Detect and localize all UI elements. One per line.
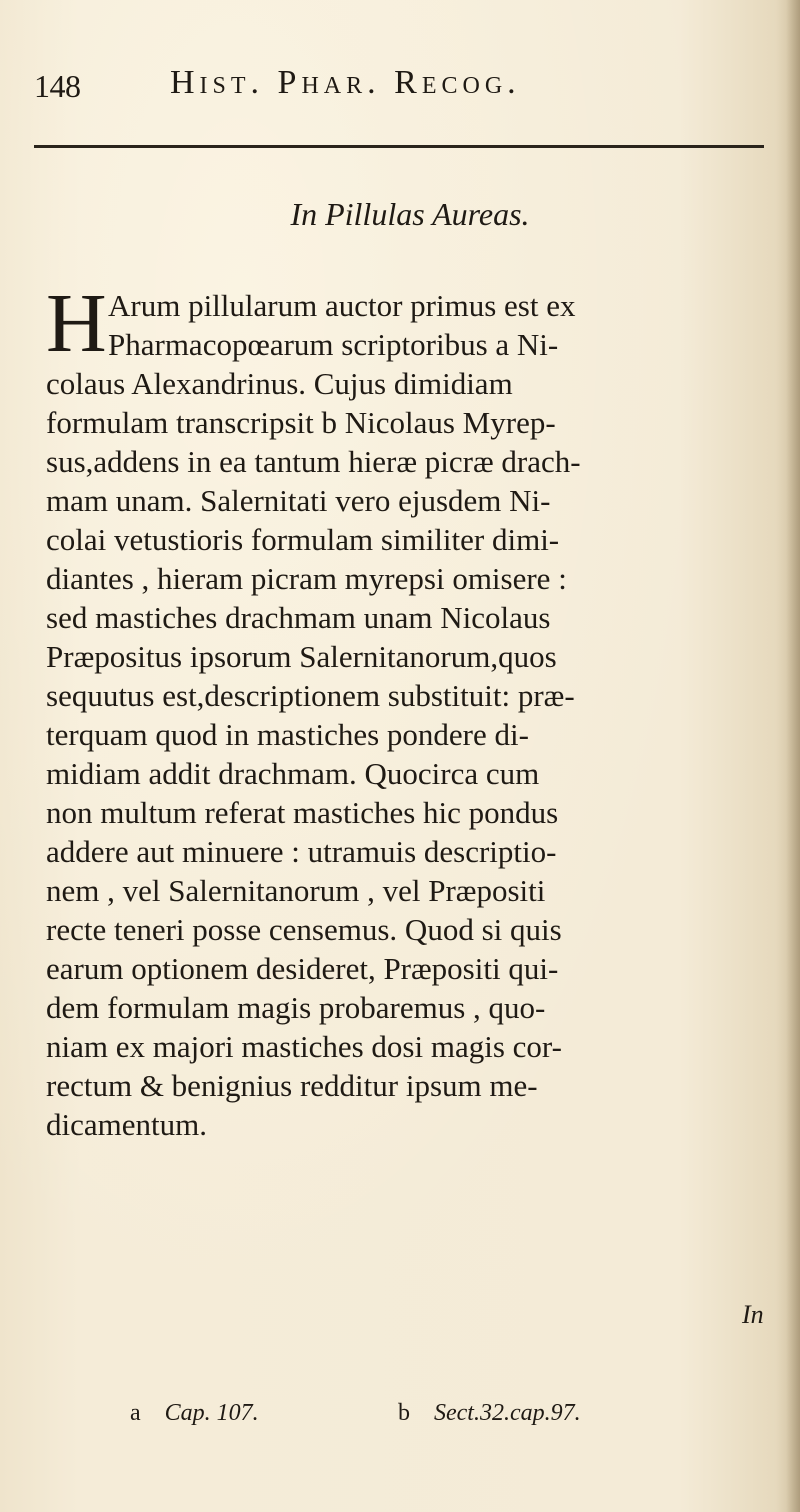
- text-line: earum optionem desideret, Præpositi qui-: [46, 951, 559, 986]
- text-line: recte teneri posse censemus. Quod si quis: [46, 912, 562, 947]
- footnote-b: [398, 1400, 581, 1427]
- text-line: non multum referat mastiches hic pondus: [46, 795, 559, 830]
- page-header: [34, 64, 774, 110]
- drop-cap: H: [46, 277, 107, 370]
- text-line: Arum pillularum auctor primus est ex: [108, 288, 576, 323]
- text-line: dem formulam magis probaremus , quo-: [46, 990, 546, 1025]
- text-line: nem , vel Salernitanorum , vel Præpositi: [46, 873, 546, 908]
- text-line: colai vetustioris formulam similiter dimi-: [46, 522, 560, 557]
- text-line: sus,addens in ea tantum hieræ picræ drach-: [46, 444, 581, 479]
- footnotes: [130, 1400, 690, 1440]
- text-line: dicamentum.: [46, 1107, 207, 1142]
- text-line: sed mastiches drachmam unam Nicolaus: [46, 600, 551, 635]
- page-number: 148: [34, 68, 81, 104]
- text-line: addere aut minuere : utramuis descriptio-: [46, 834, 557, 869]
- running-head: Hist. Phar. Recog.: [170, 64, 521, 101]
- footnote-reference: Sect.32.cap.97.: [434, 1400, 581, 1426]
- catchword: In: [742, 1300, 764, 1329]
- text-line: mam unam. Salernitati vero ejusdem Ni-: [46, 483, 551, 518]
- footnote-label: b: [398, 1400, 410, 1426]
- text-line: diantes , hieram picram myrepsi omisere :: [46, 561, 567, 596]
- footnote-reference: Cap. 107.: [164, 1400, 259, 1426]
- text-line: colaus Alexandrinus. Cujus dimidiam: [46, 366, 513, 401]
- text-line: sequutus est,descriptionem substituit: præ-: [46, 678, 575, 713]
- text-line: niam ex majori mastiches dosi magis cor-: [46, 1029, 562, 1064]
- text-line: rectum & benignius redditur ipsum me-: [46, 1068, 538, 1103]
- footnote-label: a: [130, 1400, 141, 1426]
- text-line: Pharmacopœarum scriptoribus a Ni-: [108, 327, 559, 362]
- text-line: Præpositus ipsorum Salernitanorum,quos: [46, 639, 557, 674]
- text-line: terquam quod in mastiches pondere di-: [46, 717, 529, 752]
- footnote-a: [130, 1400, 259, 1427]
- text-line: formulam transcripsit b Nicolaus Myrep-: [46, 405, 556, 440]
- header-rule: [34, 145, 764, 148]
- section-title: In Pillulas Aureas.: [290, 196, 530, 232]
- text-line: midiam addit drachmam. Quocirca cum: [46, 756, 540, 791]
